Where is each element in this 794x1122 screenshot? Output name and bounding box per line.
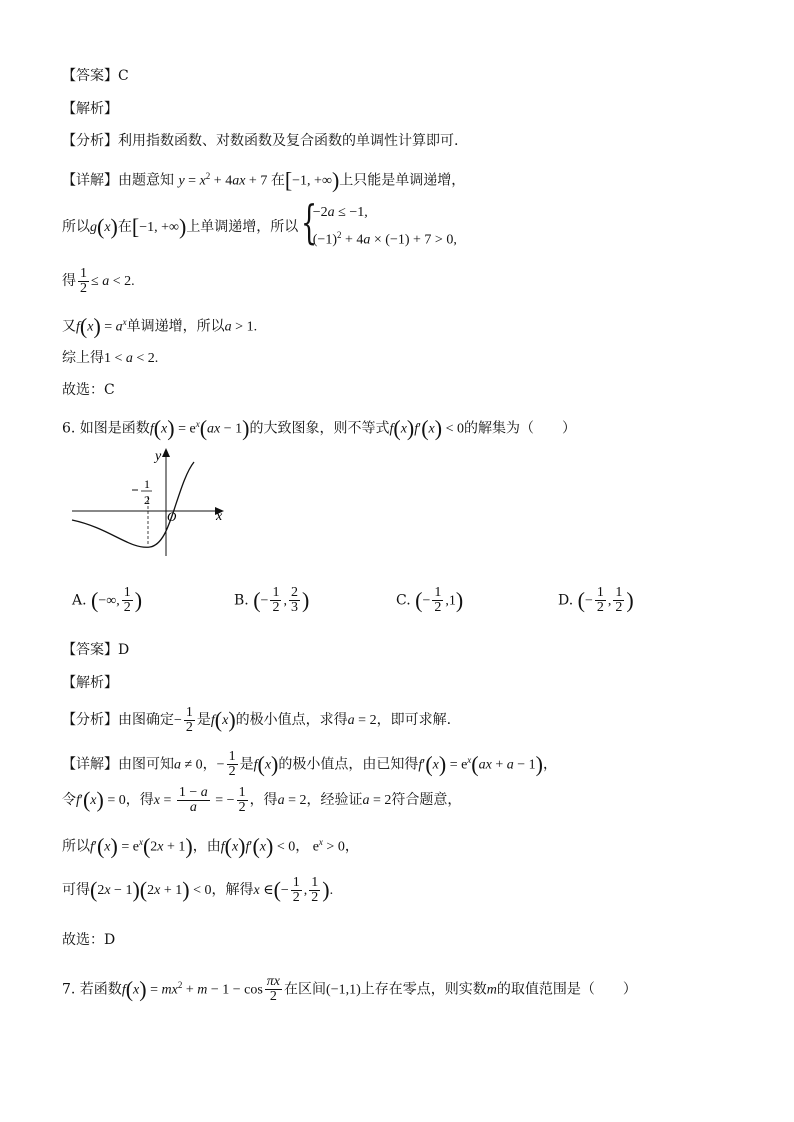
- fenxi-q5: 【分析】利用指数函数、对数函数及复合函数的单调性计算即可.: [62, 133, 459, 149]
- guxuan-q5: 故选：C: [62, 382, 115, 398]
- fenxi-q6: 【分析】由图确定− $\frac{1}{2}$ 是f(x)的极小值点，求得a = 2，即可求解.: [62, 704, 452, 735]
- ling-q6: 令f′(x) = 0，得x = $\frac{1 - a}{a}$ = − $\frac{1}{2}$ ，得a = 2，经验证a = 2符合题意，: [62, 784, 462, 815]
- zong-q5: 综上得1 < a < 2.: [62, 350, 159, 366]
- analysis-heading-q6: 【解析】: [62, 675, 118, 691]
- tick-denominator: 2: [144, 493, 150, 507]
- option-a[interactable]: A. (−∞, $\frac{1}{2}$ ): [72, 585, 143, 615]
- question-6-stem: 6. 如图是函数$f(x) = e^x(ax - 1)$的大致图象，则不等式f(x)f′(x) < 0的解集为（ ）: [62, 415, 576, 441]
- origin-label: O: [167, 509, 177, 524]
- function-graph: [70, 448, 230, 558]
- xiangjie-q6: 【详解】由图可知a ≠ 0，− $\frac{1}{2}$ 是f(x)的极小值点，由已知得$f'(x) = e^x(ax + a - 1)$，: [62, 749, 557, 780]
- function-curve: [72, 462, 194, 547]
- question-7-stem: 7. 若函数$f(x) = mx^2 + m - 1 - \cos$ $\frac{\pi x}{2}$ 在区间(−1,1)上存在零点，则实数m的取值范围是（ ）: [62, 974, 637, 1005]
- x-label: x: [216, 509, 223, 524]
- y-label: y: [155, 449, 162, 464]
- answer-line-q5: 【答案】C: [62, 68, 129, 84]
- tick-numerator: 1: [144, 477, 150, 491]
- y-axis-arrow: [162, 448, 170, 457]
- suoyi-q6: 所以$f'(x) = e^x(2x + 1)$，由f(x)f′(x) < 0， $e^x > 0$，: [62, 833, 359, 859]
- answer-line-q6: 【答案】D: [62, 642, 130, 658]
- you-q5: 又$f(x) = a^x$单调递增，所以a > 1.: [62, 313, 258, 339]
- suoyi-q5: 所以g(x)在[−1, +∞)上单调递增，所以 { −2a ≤ −1, $(-1)^2 + 4a \times (-1) + 7 > 0$,: [62, 202, 457, 252]
- guxuan-q6: 故选：D: [62, 932, 116, 948]
- option-d[interactable]: D. (− $\frac{1}{2}$ , $\frac{1}{2}$ ): [558, 585, 634, 615]
- kede-q6: 可得(2x − 1)(2x + 1) < 0，解得x ∈(− $\frac{1}{2}$ , $\frac{1}{2}$ ).: [62, 874, 334, 905]
- xiangjie-q5: 【详解】由题意知 $y = x^2 + 4ax + 7$ 在[−1, +∞)上只能是单调递增，: [62, 167, 466, 193]
- option-c[interactable]: C. (− $\frac{1}{2}$ ,1): [396, 585, 464, 615]
- inequality-system: { −2a ≤ −1, $(-1)^2 + 4a \times (-1) + 7 > 0$,: [303, 202, 457, 252]
- analysis-heading-q5: 【解析】: [62, 101, 118, 117]
- option-b[interactable]: B. (− $\frac{1}{2}$ , $\frac{2}{3}$ ): [234, 585, 310, 615]
- de-q5: 得 $\frac{1}{2}$ ≤ a < 2.: [62, 265, 135, 296]
